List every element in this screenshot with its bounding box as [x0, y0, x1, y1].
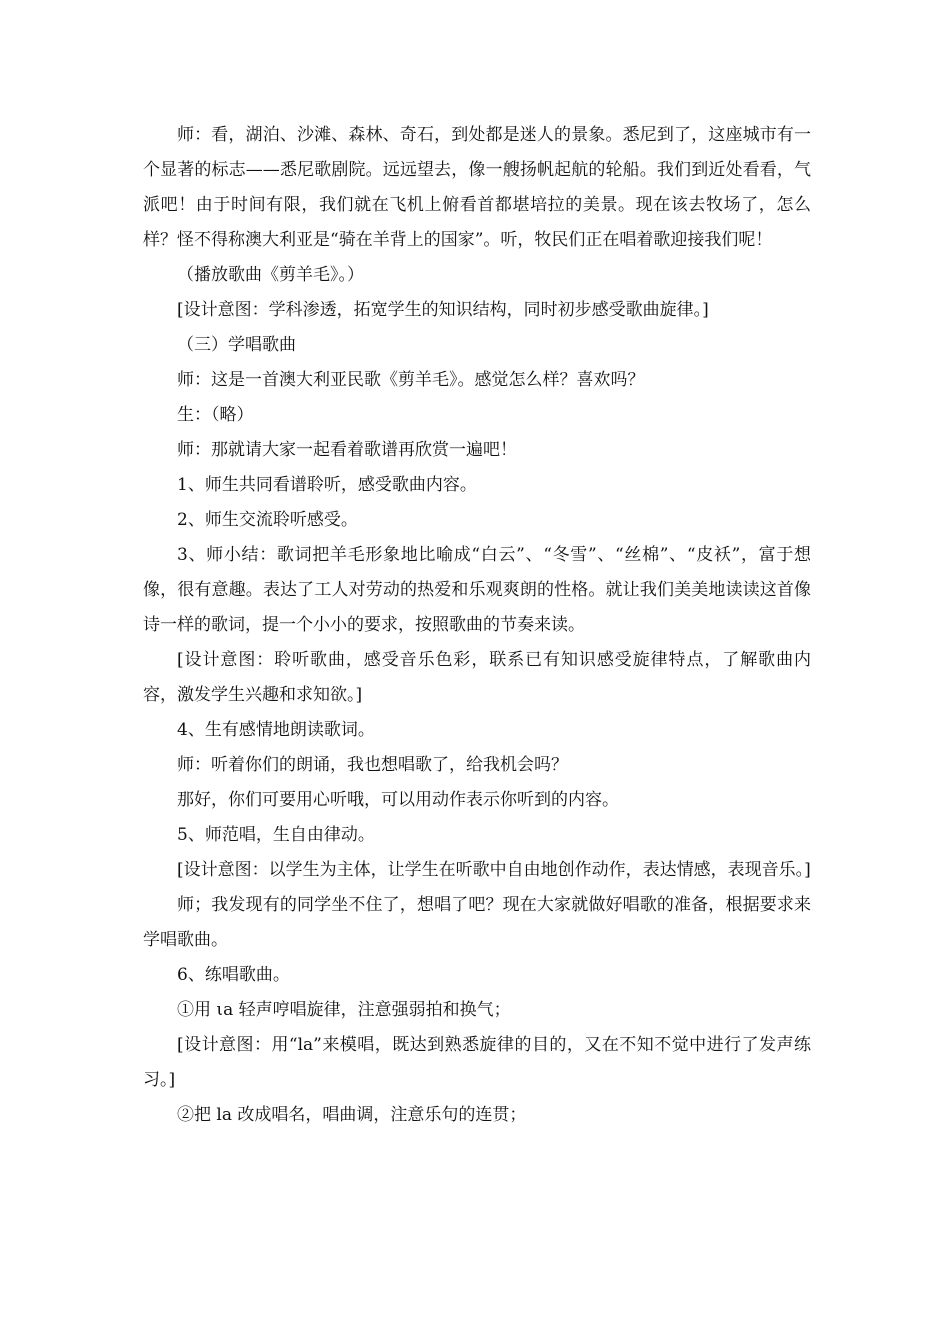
paragraph-design-intent-2: [设计意图：聆听歌曲，感受音乐色彩，联系已有知识感受旋律特点，了解歌曲内容，激发学生兴趣和求知欲。] — [143, 650, 811, 705]
paragraph-teacher-listen-again: 师：那就请大家一起看着歌谱再欣赏一遍吧！ — [177, 440, 517, 460]
list-item-step-6: 6、练唱歌曲。 — [177, 965, 290, 985]
list-item-step-4: 4、生有感情地朗读歌词。 — [177, 720, 375, 740]
list-item-step-2: 2、师生交流聆听感受。 — [177, 510, 358, 530]
list-subitem-2: ②把 la 改成唱名，唱曲调，注意乐句的连贯； — [177, 1105, 527, 1125]
paragraph-teacher-sydney-narration: 师：看，湖泊、沙滩、森林、奇石，到处都是迷人的景象。悉尼到了，这座城市有一个显著的标志——悉尼歌剧院。远远望去，像一艘扬帆起航的轮船。我们到近处看看，气派吧！由于时间有限，我们就在飞机上俯看首都堪培拉的美景。现在该去牧场了，怎么样？怪不得称澳大利亚是“骑在羊背上的国家”。听，牧民们正在唱着歌迎接我们呢！ — [143, 125, 811, 250]
paragraph-design-intent-4: [设计意图：用“la”来模唱，既达到熟悉旋律的目的，又在不知不觉中进行了发声练习。] — [143, 1035, 811, 1090]
paragraph-play-song: （播放歌曲《剪羊毛》。） — [177, 265, 364, 285]
list-item-step-1: 1、师生共同看谱聆听，感受歌曲内容。 — [177, 475, 477, 495]
list-item-step-3: 3、师小结：歌词把羊毛形象地比喻成“白云”、“冬雪”、“丝棉”、“皮袄”，富于想像，很有意趣。表达了工人对劳动的热爱和乐观爽朗的性格。就让我们美美地读读这首像诗一样的歌词，提一个小小的要求，按照歌曲的节奏来读。 — [143, 545, 811, 635]
section-heading-learn-song: （三）学唱歌曲 — [177, 335, 296, 355]
list-item-step-5: 5、师范唱，生自由律动。 — [177, 825, 375, 845]
paragraph-teacher-want-sing: 师：听着你们的朗诵，我也想唱歌了，给我机会吗？ — [177, 755, 568, 775]
list-subitem-1: ①用 ιa 轻声哼唱旋律，注意强弱拍和换气； — [177, 1000, 511, 1020]
paragraph-teacher-prepare-sing: 师；我发现有的同学坐不住了，想唱了吧？现在大家就做好唱歌的准备，根据要求来学唱歌曲。 — [143, 895, 811, 950]
paragraph-design-intent-3: [设计意图：以学生为主体，让学生在听歌中自由地创作动作，表达情感，表现音乐。] — [177, 860, 811, 880]
document-body — [143, 118, 811, 1133]
paragraph-listen-carefully: 那好，你们可要用心听哦，可以用动作表示你听到的内容。 — [177, 790, 619, 810]
paragraph-teacher-question: 师：这是一首澳大利亚民歌《剪羊毛》。感觉怎么样？喜欢吗？ — [177, 370, 645, 390]
paragraph-design-intent-1: [设计意图：学科渗透，拓宽学生的知识结构，同时初步感受歌曲旋律。] — [177, 300, 709, 320]
paragraph-student-answer: 生：（略） — [177, 405, 254, 425]
